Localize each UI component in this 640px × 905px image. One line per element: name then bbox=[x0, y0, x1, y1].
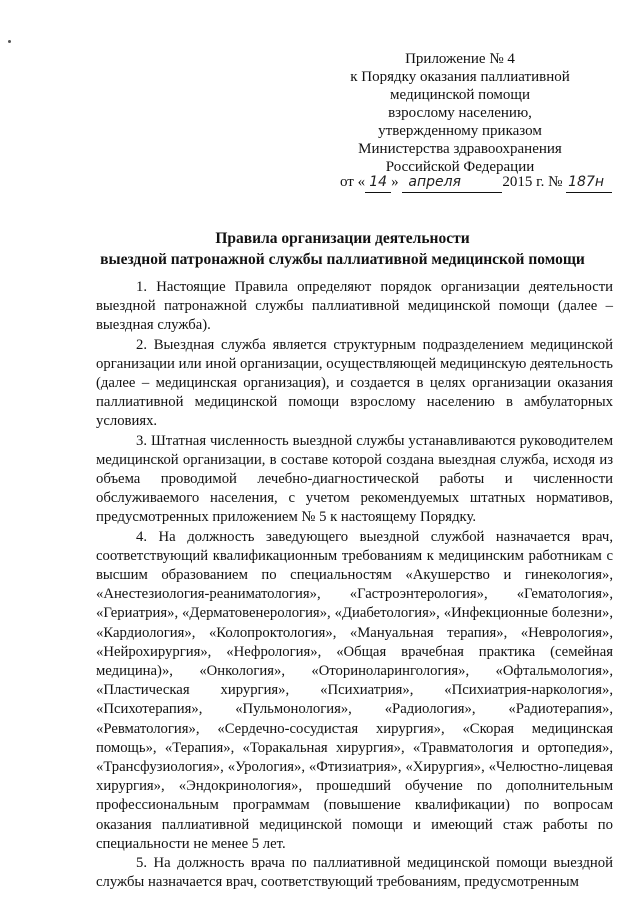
paragraph-4: 4. На должность заведующего выездной службой назначается врач, соответствующий квалификационным требованиям к медицинским работникам с высшим образованием по специальностям «Акушерство и гинекология», «Анестезиология-реаниматология», «Гастроэнтерология», «Гематология», «Гериатрия», «Дерматовенерология», «Диабетология», «Инфекционные болезни», «Кардиология», «Колопроктология», «Мануальная терапия», «Неврология», «Нейрохирургия», «Нефрология», «Общая врачебная практика (семейная медицина)», «Онкология», «Оториноларингология», «Офтальмология», «Пластическая хирургия», «Психиатрия», «Психиатрия-наркология», «Психотерапия», «Пульмонология», «Радиология», «Радиотерапия», «Ревматология», «Сердечно-сосудистая хирургия», «Скорая медицинская помощь», «Терапия», «Торакальная хирургия», «Травматология и ортопедия», «Трансфузиология», «Урология», «Фтизиатрия», «Хирургия», «Челюстно-лицевая хирургия», «Эндокринология», прошедший обучение по дополнительным профессиональным программам (повышение квалификации) по вопросам оказания паллиативной медицинской помощи и имеющий стаж работы по специальности не менее 5 лет. bbox=[96, 528, 613, 852]
order-number-blank bbox=[566, 172, 612, 193]
date-day-blank bbox=[365, 172, 391, 193]
date-day: 14 bbox=[369, 174, 388, 190]
appendix-line: утвержденному приказом bbox=[378, 123, 542, 139]
date-prefix: от « bbox=[340, 174, 366, 190]
paragraph-5: 5. На должность врача по паллиативной медицинской помощи выездной службы назначается врач, соответствующий требованиям, предусмотренным bbox=[96, 855, 613, 891]
paragraph-2: 2. Выездная служба является структурным подразделением медицинской организации или иной организации, осуществляющей медицинскую деятельность (далее – медицинская организация), и создается в целях организации оказания паллиативной медицинской помощи взрослому населению в амбулаторных условиях. bbox=[96, 336, 613, 430]
date-month: апреля bbox=[408, 174, 461, 190]
paragraph-1: 1. Настоящие Правила определяют порядок организации деятельности выездной патронажной службы паллиативной медицинской помощи (далее – выездная служба). bbox=[96, 279, 613, 334]
date-year: 2015 г. № bbox=[502, 174, 563, 190]
appendix-line: взрослому населению, bbox=[388, 105, 532, 121]
order-date-line bbox=[340, 172, 620, 193]
document-body bbox=[96, 278, 613, 893]
paragraph-3: 3. Штатная численность выездной службы устанавливаются руководителем медицинской организации, в составе которой создана выездная служба, исходя из объема проводимой лечебно-диагностической работы и численности обслуживаемого населения, с учетом рекомендуемых штатных нормативов, предусмотренных приложением № 5 к настоящему Порядку. bbox=[96, 432, 613, 526]
appendix-line: Приложение № 4 bbox=[405, 51, 515, 67]
appendix-header bbox=[330, 50, 590, 176]
scan-speck bbox=[8, 40, 11, 43]
appendix-line: Российской Федерации bbox=[385, 159, 535, 175]
title-line-1: Правила организации деятельности bbox=[215, 230, 470, 247]
order-number: 187н bbox=[568, 174, 605, 190]
title-line-2: выездной патронажной службы паллиативной медицинской помощи bbox=[100, 251, 585, 268]
appendix-line: медицинской помощи bbox=[390, 87, 530, 103]
appendix-line: к Порядку оказания паллиативной bbox=[350, 69, 570, 85]
date-month-blank bbox=[402, 172, 502, 193]
document-title bbox=[90, 228, 595, 270]
appendix-line: Министерства здравоохранения bbox=[358, 141, 562, 157]
date-mid: » bbox=[391, 174, 399, 190]
